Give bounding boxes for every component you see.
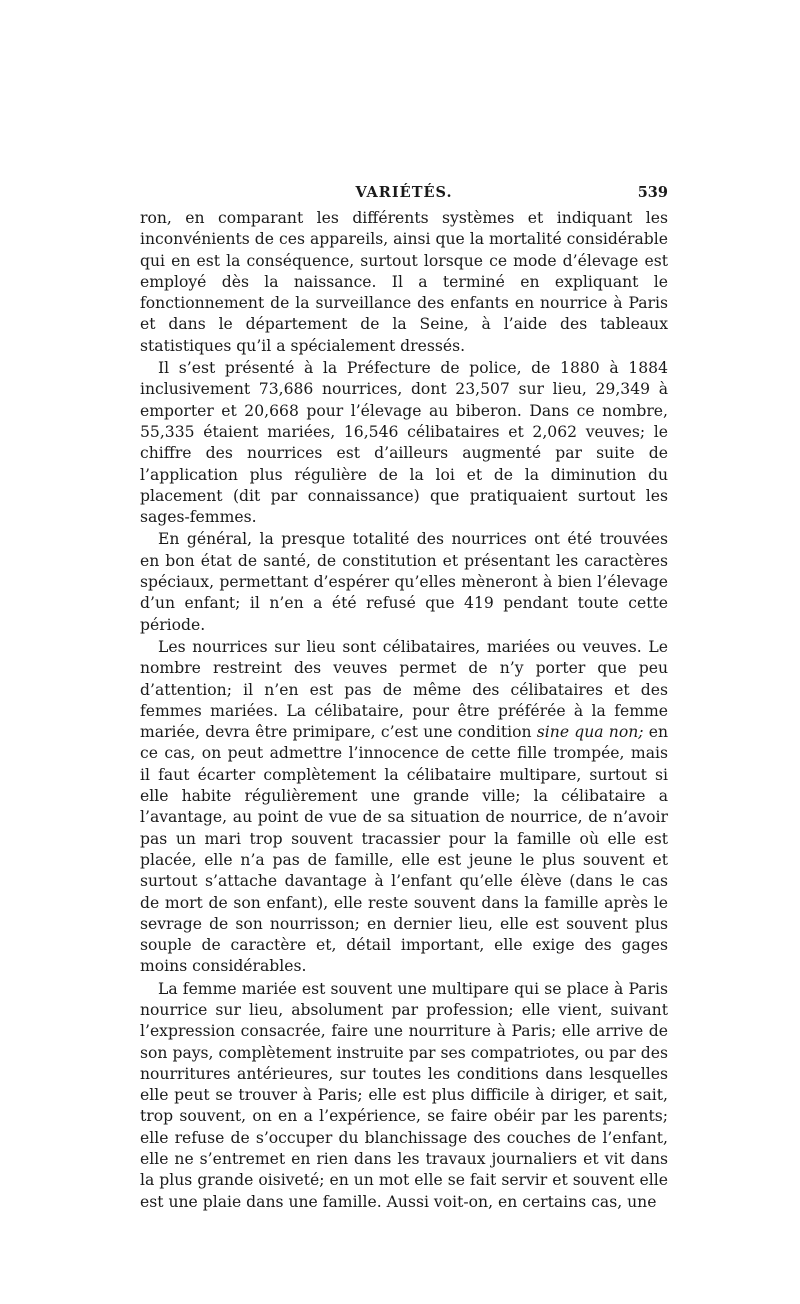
body-text	[140, 208, 668, 1213]
paragraph-nourrices-sur-lieu	[140, 637, 668, 978]
paragraph-statistics: Il s’est présenté à la Préfecture de police, de 1880 à 1884 inclusivement 73,686 nourrices, dont 23,507 sur lieu, 29,349 à emporter et 20,668 pour l’élevage au biberon. Dans ce nombre, 55,335 étaient mariées, 16,546 célibataires et 2,062 veuves; le chiffre des nourrices est d’ailleurs augmenté par suite de l’application plus régulière de la loi et de la diminution du placement (dit par connaissance) que pratiquaient surtout les sages-femmes.	[140, 359, 668, 527]
paragraph-text: en ce cas, on peut admettre l’innocence de cette fille trompée, mais il faut écarter complètement la célibataire multipare, surtout si elle habite régulièrement une grande ville; la célibataire a l’avantage, au point de vue de sa situation de nourrice, de n’avoir pas un mari trop souvent tracassier pour la famille où elle est placée, elle n’a pas de famille, elle est jeune le plus souvent et surtout s’attache davantage à l’enfant qu’elle élève (dans le cas de mort de son enfant), elle reste souvent dans la famille après le sevrage de son nourrisson; en dernier lieu, elle est souvent plus souple de caractère et, détail important, elle exige des gages moins considérables.	[140, 723, 668, 976]
paragraph-health: En général, la presque totalité des nourrices ont été trouvées en bon état de santé, de constitution et présentant les caractères spéciaux, permettant d’espérer qu’elles mèneront à bien l’élevage d’un enfant; il n’en a été refusé que 419 pendant toute cette période.	[140, 530, 668, 634]
page-number: 539	[637, 184, 668, 201]
running-title: VARIÉTÉS.	[355, 184, 453, 201]
book-page	[140, 184, 668, 1213]
italic-phrase: sine qua non;	[536, 723, 644, 742]
paragraph-text: Les nourrices sur lieu sont célibataires, mariées ou veuves. Le nombre restreint des veuves permet de n’y porter que peu d’attention; il n’en est pas de même des célibataires et des femmes mariées. La célibataire, pour être préférée à la femme mariée, devra être primipare, c’est une condition	[140, 637, 668, 742]
paragraph-femme-mariee: La femme mariée est souvent une multipare qui se place à Paris nourrice sur lieu, absolument par profession; elle vient, suivant l’expression consacrée, faire une nourriture à Paris; elle arrive de son pays, complètement instruite par ses compatriotes, ou par des nourritures antérieures, sur toutes les conditions dans lesquelles elle peut se trouver à Paris; elle est plus difficile à diriger, et sait, trop souvent, on en a l’expérience, se faire obéir par les parents; elle refuse de s’occuper du blanchissage des couches de l’enfant, elle ne s’entremet en rien dans les travaux journaliers et vit dans la plus grande oisiveté; en un mot elle se fait servir et souvent elle est une plaie dans une famille. Aussi voit-on, en certains cas, une	[140, 979, 668, 1211]
page-header	[140, 184, 668, 206]
paragraph-continuation: ron, en comparant les différents systèmes et indiquant les inconvénients de ces appareils, ainsi que la mortalité considérable qui en est la conséquence, surtout lorsque ce mode d’élevage est employé dès la naissance. Il a terminé en expliquant le fonctionnement de la surveillance des enfants en nourrice à Paris et dans le département de la Seine, à l’aide des tableaux statistiques qu’il a spécialement dressés.	[140, 209, 668, 355]
